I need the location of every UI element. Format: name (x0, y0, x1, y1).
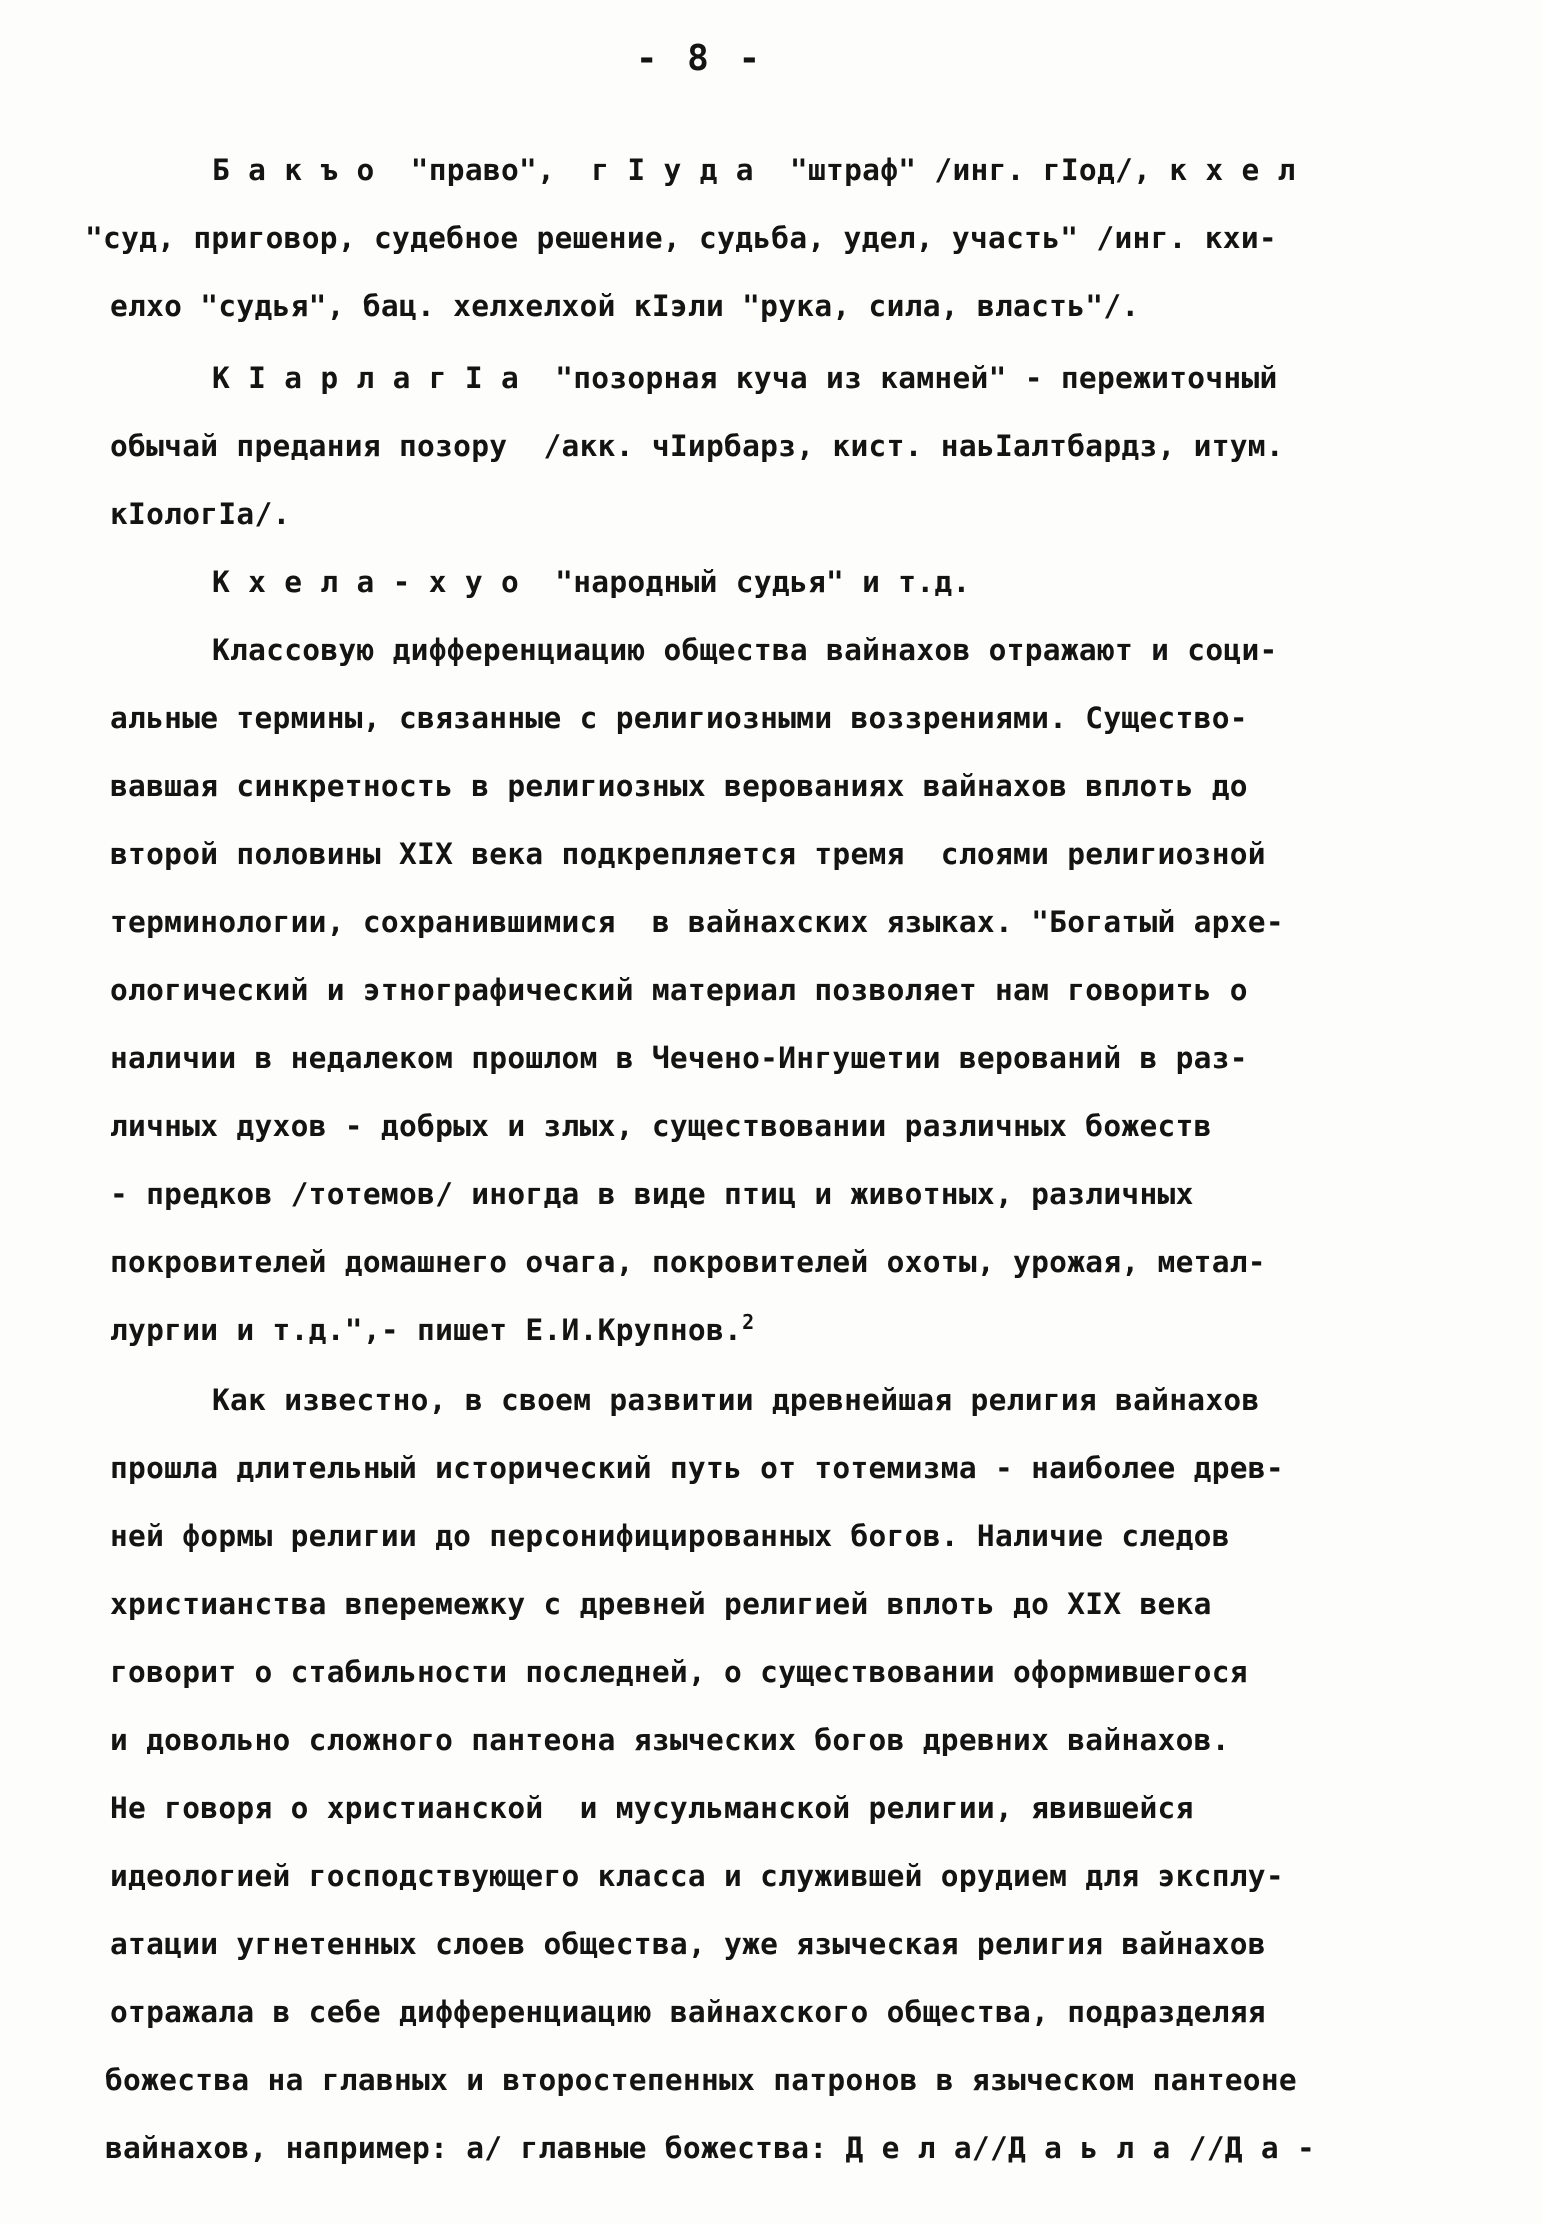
text-line-18-body: лургии и т.д.",- пишет Е.И.Крупнов. (110, 1313, 743, 1347)
text-line-12: терминологии, сохранившимися в вайнахских языках. "Богатый архе- (110, 905, 1284, 939)
footnote-marker: 2 (742, 1310, 755, 1335)
text-line-30: вайнахов, например: а/ главные божества: Д е л а//Д а ь л а //Д а - (105, 2131, 1316, 2165)
text-line-28: отражала в себе дифференциацию вайнахского общества, подразделяя (110, 1995, 1266, 2029)
text-line-5: обычай предания позору /акк. чIирбарз, кист. наьIалтбардз, итум. (110, 429, 1284, 463)
text-line-2: "суд, приговор, судебное решение, судьба, удел, участь" /инг. кхи- (85, 221, 1277, 255)
text-line-24: и довольно сложного пантеона языческих богов древних вайнахов. (110, 1723, 1230, 1757)
text-line-20: прошла длительный исторический путь от тотемизма - наиболее древ- (110, 1451, 1284, 1485)
text-line-9: альные термины, связанные с религиозными воззрениями. Существо- (110, 701, 1248, 735)
text-line-23: говорит о стабильности последней, о существовании оформившегося (110, 1655, 1248, 1689)
text-line-25: Не говоря о христианской и мусульманской религии, явившейся (110, 1791, 1194, 1825)
text-line-21: ней формы религии до персонифицированных богов. Наличие следов (110, 1519, 1230, 1553)
text-line-18 (110, 1310, 754, 1350)
text-line-6: кIологIа/. (110, 497, 291, 531)
text-line-1: Б а к ъ о "право", г I у д а "штраф" /инг. гIод/, к х е л (212, 153, 1296, 187)
text-line-8: Классовую дифференциацию общества вайнахов отражают и соци- (212, 633, 1278, 667)
text-line-22: христианства вперемежку с древней религией вплоть до XIX века (110, 1587, 1212, 1621)
text-line-27: атации угнетенных слоев общества, уже языческая религия вайнахов (110, 1927, 1266, 1961)
text-line-10: вавшая синкретность в религиозных верованиях вайнахов вплоть до (110, 769, 1248, 803)
text-line-14: наличии в недалеком прошлом в Чечено-Ингушетии верований в раз- (110, 1041, 1248, 1075)
text-line-26: идеологией господствующего класса и служившей орудием для эксплу- (110, 1859, 1284, 1893)
text-line-3: елхо "судья", бац. хелхелхой кIэли "рука, сила, власть"/. (110, 289, 1140, 323)
text-line-16: - предков /тотемов/ иногда в виде птиц и животных, различных (110, 1177, 1194, 1211)
text-line-29: божества на главных и второстепенных патронов в языческом пантеоне (105, 2063, 1297, 2097)
text-line-19: Как известно, в своем развитии древнейшая религия вайнахов (212, 1383, 1260, 1417)
text-line-15: личных духов - добрых и злых, существовании различных божеств (110, 1109, 1212, 1143)
text-line-4: К I а р л а г I а "позорная куча из камней" - пережиточный (212, 361, 1278, 395)
page-number: - 8 - (635, 38, 765, 79)
text-line-11: второй половины XIX века подкрепляется тремя слоями религиозной (110, 837, 1266, 871)
text-line-17: покровителей домашнего очага, покровителей охоты, урожая, метал- (110, 1245, 1266, 1279)
text-line-13: ологический и этнографический материал позволяет нам говорить о (110, 973, 1248, 1007)
text-line-7: К х е л а - х у о "народный судья" и т.д. (212, 565, 971, 599)
